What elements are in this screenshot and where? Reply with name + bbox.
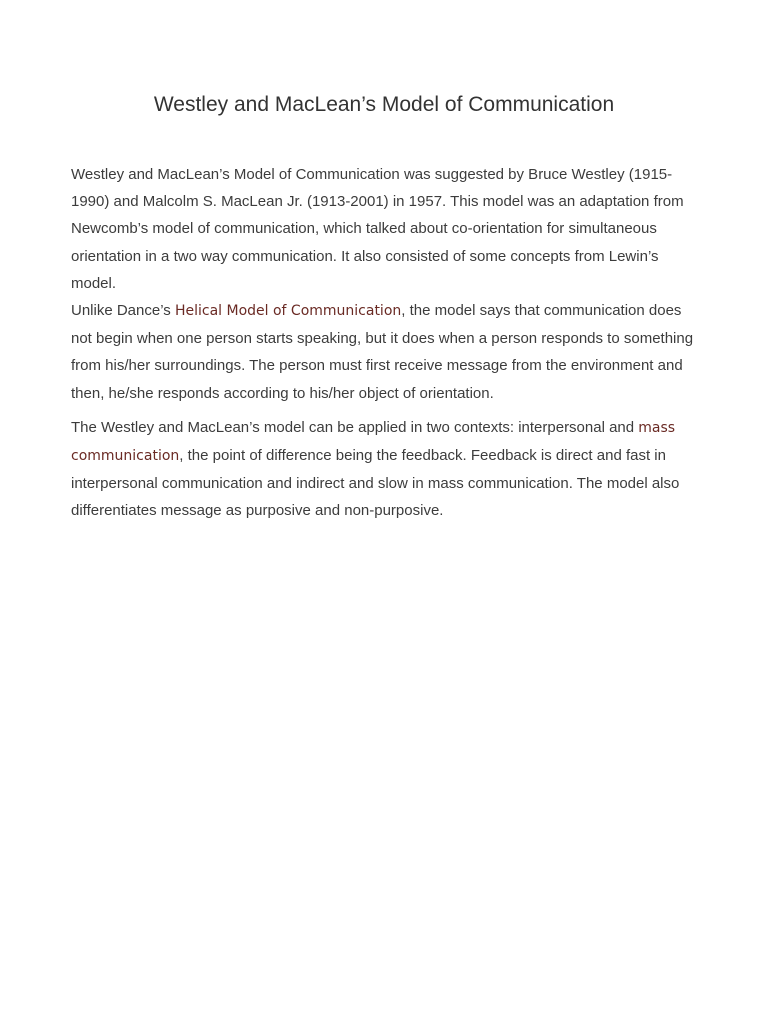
paragraph-helical-text-after: , the model says that communication does not begin when one person starts speaking, but it does when a person responds to something from his/her surroundings. The person must first receive message from the environment and then, he/she responds according to his/her object of orientation.: [71, 302, 694, 402]
paragraph-helical: [71, 297, 696, 407]
paragraph-contexts-text-before: The Westley and MacLean’s model can be applied in two contexts: interpersonal and: [71, 418, 639, 436]
mass-communication-link[interactable]: mass communication: [71, 419, 676, 465]
helical-model-link[interactable]: Helical Model of Communication: [174, 303, 402, 320]
page-title: Westley and MacLean’s Model of Communication: [153, 93, 615, 116]
paragraph-helical-text-before: Unlike Dance’s: [71, 302, 175, 320]
article-body: [71, 161, 696, 525]
paragraph-contexts: [71, 414, 696, 525]
paragraph-contexts-text-after: , the point of difference being the feedback. Feedback is direct and fast in interpersonal communication and indirect and slow in mass communication. The model also differentiates message as purposive and non-purposive.: [71, 447, 680, 520]
paragraph-intro: Westley and MacLean’s Model of Communication was suggested by Bruce Westley (1915-1990) and Malcolm S. MacLean Jr. (1913-2001) in 1957. This model was an adaptation from Newcomb’s model of communication, which talked about co-orientation for simultaneous orientation in a two way communication. It also consisted of some concepts from Lewin’s model.: [71, 166, 684, 292]
